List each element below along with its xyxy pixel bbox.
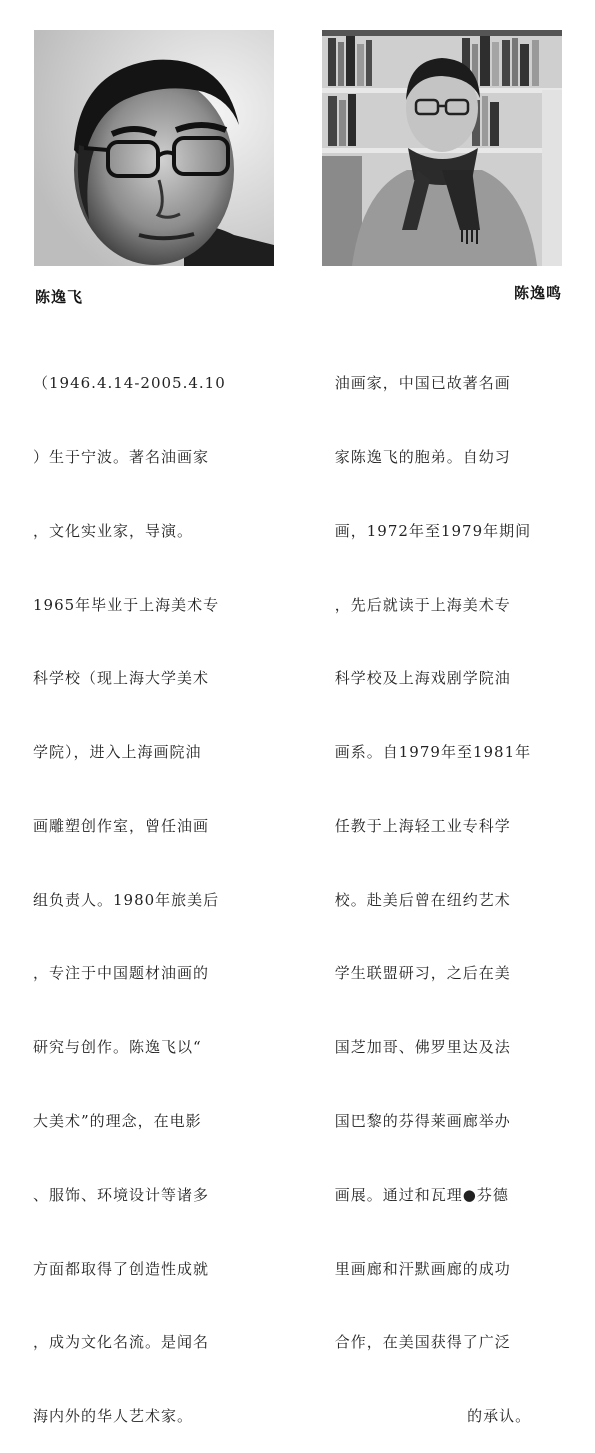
bio-line: 科学校（现上海大学美术 [33, 669, 210, 688]
bio-line: 学生联盟研习，之后在美 [329, 964, 511, 983]
bio-line: 科学校及上海戏剧学院油 [329, 669, 511, 688]
portrait-chen-yiming-image [322, 30, 562, 266]
bio-line: ）生于宁波。著名油画家 [33, 447, 210, 466]
name-chen-yifei: 陈逸飞 [35, 288, 84, 306]
bio-line: 1965年毕业于上海美术专 [33, 595, 220, 614]
bio-line: ，成为文化名流。是闻名 [33, 1333, 210, 1352]
bio-line: ，先后就读于上海美术专 [329, 595, 511, 614]
bio-line: 画系。自1979年至1981年 [329, 743, 532, 762]
bio-line: 里画廊和汗默画廊的成功 [329, 1259, 511, 1278]
bio-line: 家陈逸飞的胞弟。自幼习 [329, 447, 511, 466]
bio-line: 研究与创作。陈逸飞以“ [33, 1038, 202, 1057]
bio-chen-yifei [33, 322, 226, 1453]
bio-line: 组负责人。1980年旅美后 [33, 890, 220, 909]
bio-line: 油画家，中国已故著名画 [329, 374, 511, 393]
bio-line: 画雕塑创作室，曾任油画 [33, 816, 210, 835]
portrait-chen-yifei-image [34, 30, 274, 266]
bio-line: ，文化实业家，导演。 [33, 521, 194, 540]
portrait-chen-yifei [34, 30, 274, 266]
name-chen-yiming: 陈逸鸣 [513, 284, 562, 302]
bio-line: 方面都取得了创造性成就 [33, 1259, 210, 1278]
bio-line: 合作，在美国获得了广泛 [329, 1333, 511, 1352]
bio-chen-yiming [329, 322, 531, 1453]
bio-line: 的承认。 [467, 1407, 532, 1426]
portrait-chen-yiming [322, 30, 562, 266]
bio-line: 国巴黎的芬得莱画廊举办 [329, 1112, 511, 1130]
bio-line: ，专注于中国题材油画的 [33, 964, 210, 983]
bio-line: 海内外的华人艺术家。 [33, 1407, 194, 1426]
bio-line: 画，1972年至1979年期间 [329, 521, 532, 540]
bio-line: 大美术”的理念，在电影 [33, 1112, 202, 1130]
bio-line: 画展。通过和瓦理●芬德 [329, 1185, 509, 1204]
bio-line: 任教于上海轻工业专科学 [329, 816, 511, 835]
bio-line: 校。赴美后曾在纽约艺术 [329, 890, 511, 909]
bio-line: （1946.4.14-2005.4.10 [33, 374, 226, 393]
bio-line: 学院），进入上海画院油 [33, 743, 202, 762]
bio-line: 国芝加哥、佛罗里达及法 [329, 1038, 511, 1057]
bio-line: 、服饰、环境设计等诸多 [33, 1185, 210, 1204]
